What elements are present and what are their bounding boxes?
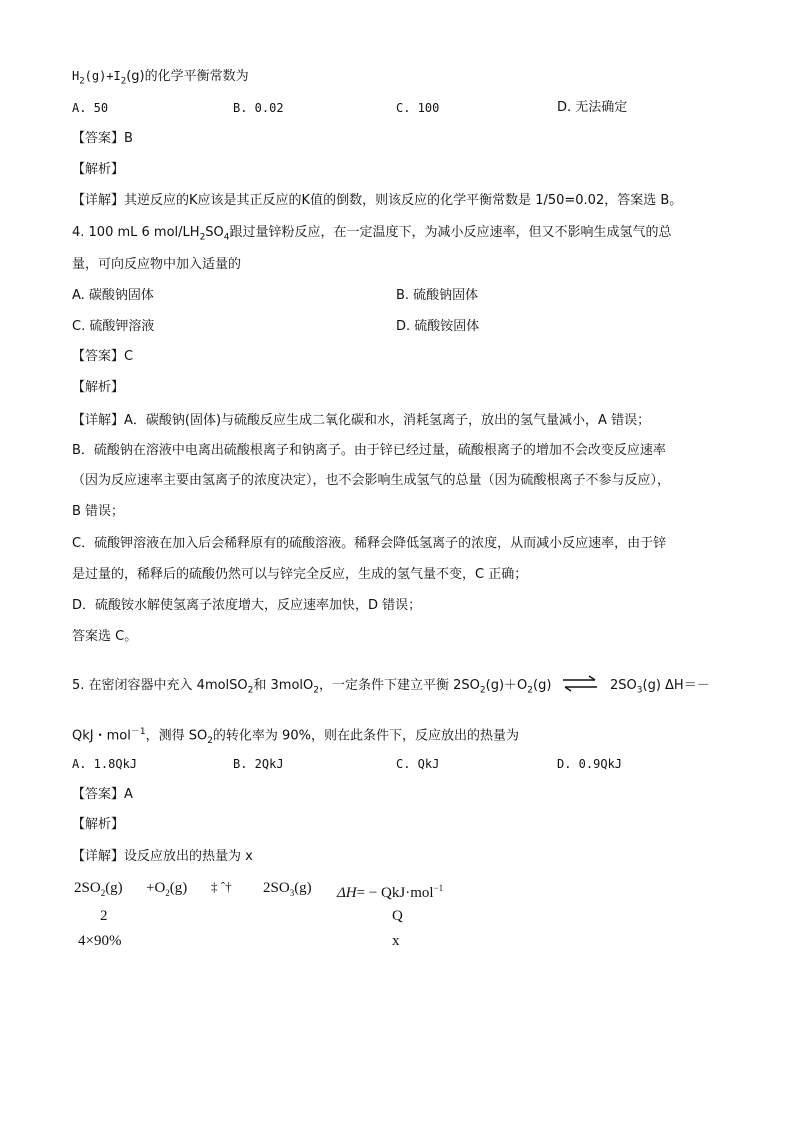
q4-detail-line6: 是过量的，稀释后的硫酸仍然可以与锌完全反应，生成的氢气量不变，C 正确；: [72, 567, 528, 582]
q5-sub: 2: [207, 735, 213, 746]
detail-tag: 【详解】: [72, 413, 125, 428]
q4-answer: [72, 348, 133, 366]
answer-tag: 【答案】: [72, 131, 125, 146]
q4-option-a: A. 碳酸钠固体: [72, 288, 154, 303]
q5-option-a: A. 1.8QkJ: [72, 757, 138, 771]
eq-term1-end: (g): [105, 880, 123, 896]
q4-stem-b: SO: [205, 225, 224, 240]
q5-stem-line2: [72, 723, 519, 750]
q5-sub: 2: [527, 685, 533, 696]
eq-dh-val: = − QkJ·mol: [356, 885, 434, 901]
q3-option-b: B. 0.02: [233, 101, 284, 115]
eq-row2-left: 2: [100, 908, 108, 924]
equilibrium-arrow-icon: [561, 674, 599, 694]
q5-stem-e: (g): [533, 678, 552, 693]
q5-option-c: C. QkJ: [396, 757, 440, 771]
eq-sup: −1: [433, 883, 444, 893]
q4-detail-line4: B 错误；: [72, 504, 125, 519]
q5-stem-g: (g) ΔH＝－: [642, 678, 710, 693]
answer-tag: 【答案】: [72, 787, 125, 802]
eq-row3-left: 4×90%: [78, 933, 122, 949]
q4-detail-line7: D．硫酸铵水解使氢离子浓度增大，反应速率加快，D 错误；: [72, 598, 422, 613]
q5-stem-f: 2SO: [610, 678, 637, 693]
eq-term3-end: (g): [294, 880, 312, 896]
q3-detail: [72, 192, 682, 210]
eq-term2: [146, 879, 187, 902]
q4-stem-sub2: 4: [223, 232, 230, 243]
q5-stem2-c: 的转化率为 90%，则在此条件下，反应放出的热量为: [212, 728, 519, 744]
eq-row3-right: x: [392, 933, 400, 949]
q5-sub: 3: [636, 685, 643, 696]
q3-stem: [72, 67, 249, 90]
q3-option-c: C. 100: [396, 101, 440, 115]
eq-term1: [74, 879, 123, 902]
q4-option-b: B. 硫酸钠固体: [396, 288, 479, 303]
detail-tag: 【详解】: [72, 849, 125, 864]
q4-stem-a: 4. 100 mL 6 mol/LH: [72, 225, 200, 240]
q3-stem-h: H: [72, 69, 80, 83]
q4-detail-line8: 答案选 C。: [72, 629, 138, 644]
q5-stem-c: ，一定条件下建立平衡 2SO: [319, 678, 480, 693]
q3-stem-sub2: 2: [120, 76, 127, 87]
eq-arrow-glyphs: ‡ ˆ†: [211, 879, 232, 894]
eq-sub: 2: [100, 888, 106, 898]
q5-sub: 2: [479, 685, 486, 696]
q5-stem2-b: ，测得 SO: [145, 728, 208, 744]
eq-term3-text: 2SO: [263, 880, 290, 896]
eq-row2-right: Q: [392, 908, 403, 924]
q5-sub: 2: [313, 685, 319, 696]
q5-answer: [72, 786, 133, 804]
eq-dh-sym: ΔH: [337, 885, 357, 901]
eq-sub: 3: [289, 888, 295, 898]
answer-value: B: [124, 131, 133, 146]
answer-value: A: [124, 787, 133, 802]
q4-detail-line2: B．硫酸钠在溶液中电离出硫酸根离子和钠离子。由于锌已经过量，硫酸根离子的增加不会改变反应速率: [72, 443, 666, 458]
q3-option-d: D. 无法确定: [557, 100, 628, 115]
q3-stem-mid: (g)+I: [84, 69, 121, 83]
q5-sub: 2: [247, 685, 254, 696]
q5-stem-d: (g)＋O: [485, 678, 528, 693]
q4-stem-c: 跟过量锌粉反应，在一定温度下，为减小反应速率，但又不影响生成氢气的总: [229, 225, 672, 240]
q4-option-c: C. 硫酸钾溶液: [72, 319, 155, 334]
q4-detail-line1: [72, 412, 650, 430]
eq-term2-end: (g): [169, 880, 188, 896]
q5-option-b: B. 2QkJ: [233, 757, 284, 771]
q4-detail-line5: C．硫酸钾溶液在加入后会稀释原有的硫酸溶液。稀释会降低氢离子的浓度，从而减小反应速率，由于锌: [72, 536, 667, 551]
q5-stem-line1: [72, 677, 551, 700]
q5-analysis-tag: 【解析】: [72, 817, 125, 832]
q4-analysis-tag: 【解析】: [72, 380, 125, 395]
answer-tag: 【答案】: [72, 349, 125, 364]
detail-text: A．碳酸钠(固体)与硫酸反应生成二氧化碳和水，消耗氢离子，放出的氢气量减小，A 错误；: [124, 413, 651, 428]
q4-stem-sub: 2: [199, 232, 206, 243]
q4-stem-line2: 量，可向反应物中加入适量的: [72, 257, 242, 272]
q3-answer: [72, 130, 133, 148]
q4-detail-line3: （因为反应速率主要由氢离子的浓度决定），也不会影响生成氢气的总量（因为硫酸根离子不参与反应），: [72, 473, 671, 488]
q5-stem-line1-right: [610, 677, 710, 700]
q4-option-d: D. 硫酸铵固体: [396, 319, 480, 334]
eq-term2-text: +O: [146, 880, 166, 896]
eq-term3: [263, 879, 312, 902]
q5-detail: [72, 848, 253, 866]
q3-stem-sub: 2: [79, 76, 85, 87]
detail-text: 设反应放出的热量为 x: [124, 849, 253, 864]
q3-stem-end: (g)的化学平衡常数为: [126, 69, 249, 84]
q5-stem2-a: QkJ・mol: [72, 728, 131, 744]
eq-delta-h: [337, 879, 443, 902]
q4-stem-line1: [72, 224, 672, 247]
eq-term1-text: 2SO: [74, 880, 101, 896]
q5-option-d: D. 0.9QkJ: [557, 757, 623, 771]
q3-option-a: A. 50: [72, 101, 109, 115]
q5-sup: －1: [130, 727, 146, 737]
eq-sub: 2: [165, 888, 170, 898]
answer-value: C: [124, 349, 134, 364]
q3-analysis-tag: 【解析】: [72, 162, 125, 177]
detail-text: 其逆反应的K应该是其正反应的K值的倒数，则该反应的化学平衡常数是 1/50=0.02，答案选 B。: [124, 193, 683, 208]
q5-stem-a: 5. 在密闭容器中充入 4molSO: [72, 678, 248, 693]
q5-stem-b: 和 3molO: [253, 678, 314, 693]
detail-tag: 【详解】: [72, 193, 125, 208]
